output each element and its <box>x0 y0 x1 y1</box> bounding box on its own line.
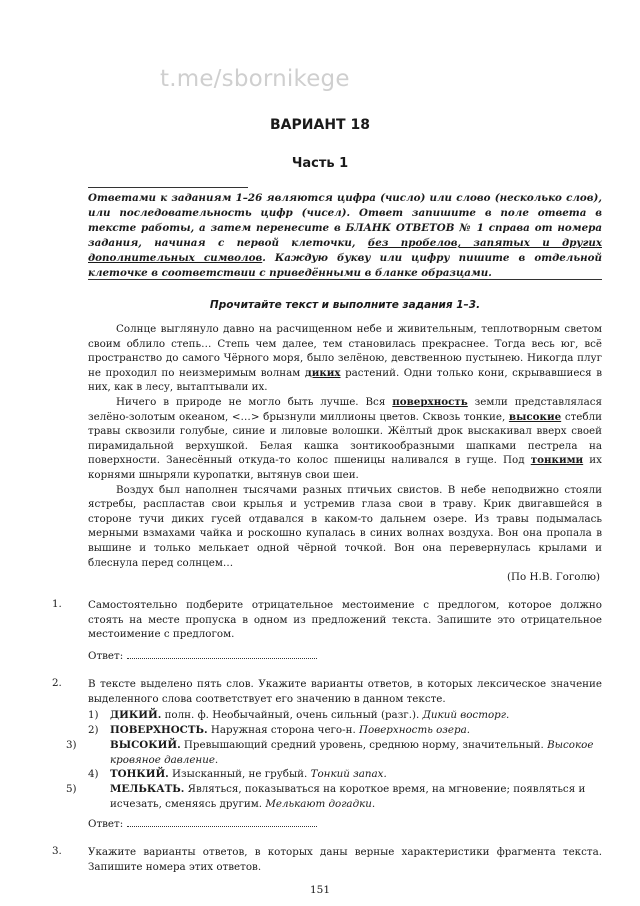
highlighted-word-dikikh: диких <box>304 366 341 379</box>
question-2-text: В тексте выделено пять слов. Укажите варианты ответов, в которых лексическое значение выделенного слова соответствует его значению в данном тексте. <box>88 678 602 705</box>
watermark: t.me/sbornikege <box>160 66 350 92</box>
option-1: 1) ДИКИЙ. полн. ф. Необычайный, очень сильный (разг.). Дикий восторг. <box>88 709 510 721</box>
option-2: 2) ПОВЕРХНОСТЬ. Наружная сторона чего-н. Поверхность озера. <box>88 724 470 736</box>
highlighted-word-vysokie: высокие <box>508 410 562 423</box>
passage-paragraph-2: Ничего в природе не могло быть лучше. Вся поверхность земли представлялася зелёно-золотым океаном, <…> брызнули миллионы цветов. Сквозь тонкие, высокие стебли травы сквозили голубые, синие и лиловые волошки. Жёлтый дрок выскакивал вверх своей пирамидальной верхушкой. Белая кашка зонтикообразными шапками пестрела на поверхности. Занесённый откуда-то колос пшеницы наливался в гуще. Под тонкими их корнями шныряли куропатки, вытянув свои шеи. <box>88 395 603 481</box>
question-2-answer[interactable] <box>88 818 317 830</box>
highlighted-word-tonkimi: тонкими <box>530 454 584 467</box>
answer-label: Ответ: <box>88 818 124 830</box>
instruction-text-start: Ответами к заданиям 1–26 являются цифра (число) или слово (несколько слов), или последовательность цифр (чисел). Ответ запишите в поле ответа в тексте работы, а затем перенесите в БЛАНК ОТВЕТОВ № 1 справа от номера задания, начиная с первой клеточки, <box>88 192 602 249</box>
question-1-answer[interactable] <box>88 650 317 662</box>
passage-attribution: (По Н.В. Гоголю) <box>507 571 600 583</box>
answer-line[interactable] <box>127 818 317 827</box>
instruction-text-end: . Каждую букву или цифру пишите в отдельной клеточке в соответствии с приведёнными в бланке образцами. <box>88 252 602 279</box>
answer-label: Ответ: <box>88 650 124 662</box>
text-heading: Прочитайте текст и выполните задания 1–3. <box>209 299 481 311</box>
question-3-text: Укажите варианты ответов, в которых даны верные характеристики фрагмента текста. Запишите номера этих ответов. <box>88 846 602 873</box>
variant-title: ВАРИАНТ 18 <box>270 117 370 133</box>
instruction-underlined: без пробелов, запятых и других дополнительных символов <box>88 237 602 264</box>
passage-paragraph-3: Воздух был наполнен тысячами разных птичьих свистов. В небе неподвижно стояли ястребы, распластав свои крылья и устремив глаза свои в траву. Крик двигавшейся в стороне тучи диких гусей отдавался в каком-то дальнем озере. Из травы подымалась мерными взмахами чайка и роскошно купалась в синих волнах воздуха. Вон она пропала в вышине и только мелькает одной чёрной точкой. Вон она перевернулась крылами и блеснула перед солнцем… <box>88 483 602 569</box>
option-3: 3) ВЫСОКИЙ. Превышающий средний уровень, среднюю норму, значительный. Высокое кровяное давление. <box>66 739 594 766</box>
passage-paragraph-1: Солнце выглянуло давно на расчищенном небе и живительным, теплотворным светом своим облило степь… Степь чем далее, тем становилась прекраснее. Тогда весь юг, всё пространство до самого Чёрного моря, было зелёною, девственною пустынею. Никогда плуг не проходил по неизмеримым волнам диких растений. Одни только кони, скрывавшиеся в них, как в лесу, вытаптывали их. <box>88 323 602 394</box>
instruction-block <box>88 191 602 281</box>
question-2-number: 2. <box>52 677 62 689</box>
instruction-top-rule <box>88 187 248 188</box>
question-3-number: 3. <box>52 845 62 857</box>
highlighted-word-poverkhnost: поверхность <box>392 395 468 408</box>
option-5: 5) МЕЛЬКАТЬ. Являться, показываться на короткое время, на мгновение; появляться и исчезать, сменяясь другим. Мелькают догадки. <box>66 783 586 810</box>
question-1-text: Самостоятельно подберите отрицательное местоимение с предлогом, которое должно стоять на месте пропуска в одном из предложений текста. Запишите это отрицательное местоимение с предлогом. <box>88 599 602 641</box>
instruction-bottom-rule <box>88 279 602 280</box>
question-1-number: 1. <box>52 598 62 610</box>
page-number: 151 <box>309 884 331 896</box>
reading-passage <box>88 322 602 570</box>
part-title: Часть 1 <box>291 156 349 171</box>
option-4: 4) ТОНКИЙ. Изысканный, не грубый. Тонкий запах. <box>88 768 387 780</box>
answer-line[interactable] <box>127 650 317 659</box>
